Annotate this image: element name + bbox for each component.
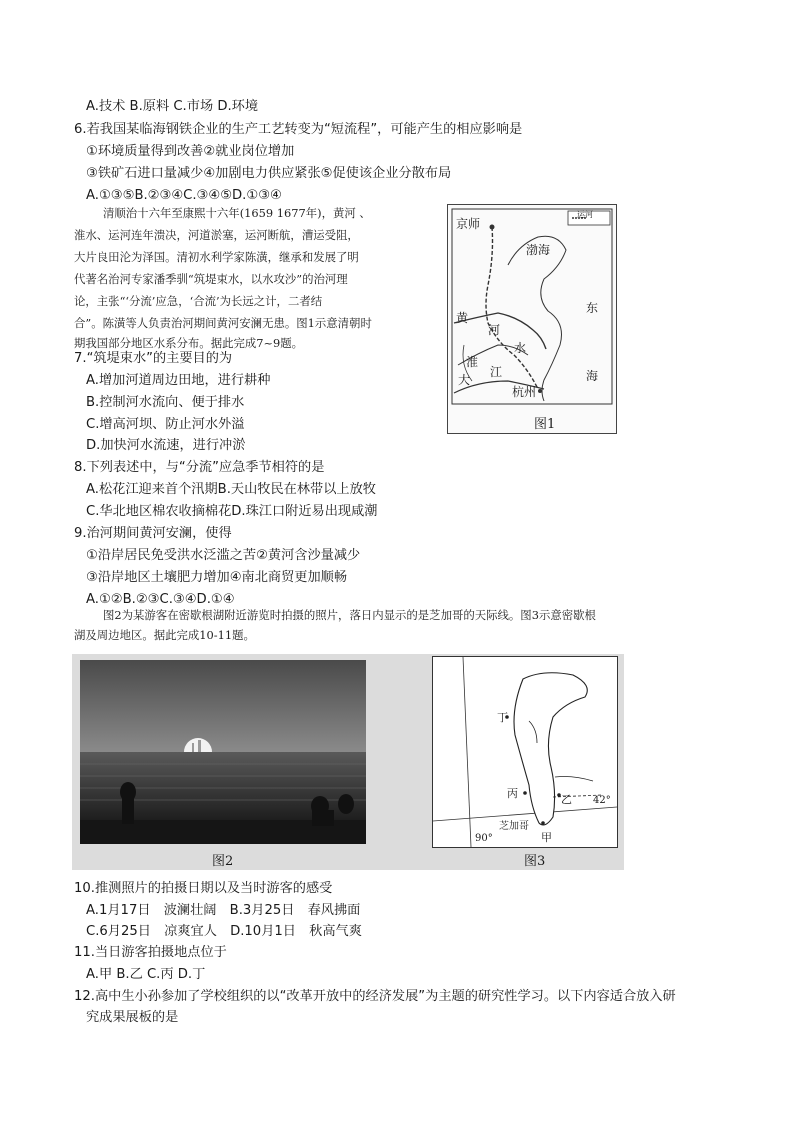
- fig3-label-lat: 42°: [593, 795, 611, 806]
- q9-item-line-2: ③沿岸地区土壤肥力增加④南北商贸更加顺畅: [86, 570, 348, 585]
- fig1-label-huang: 黄: [456, 311, 469, 325]
- fig1-label-jingshi: 京师: [456, 217, 481, 231]
- fig1-label-shui: 水: [514, 341, 527, 355]
- passage1-line-6: 合”。陈潢等人负责治河期间黄河安澜无患。图1示意清朝时: [74, 316, 372, 330]
- passage2-line-1: 图2为某游客在密歇根湖附近游览时拍摄的照片，落日内显示的是芝加哥的天际线。图3示意密歇根: [103, 608, 596, 622]
- passage1-line-5: 论，主张“‘分流’应急，‘合流’为长远之计，二者结: [74, 294, 323, 308]
- question-7: 7.“筑堤束水”的主要目的为: [74, 351, 233, 366]
- figure-2-drawing: [80, 660, 366, 844]
- q9-item-line-1: ①沿岸居民免受洪水泛滥之苦②黄河含沙量减少: [86, 548, 361, 563]
- passage1-line-1: 清顺治十六年至康熙十六年(1659 1677年)，黄河 、: [103, 206, 371, 220]
- q8-options-ab: A.松花江迎来首个汛期B.天山牧民在林带以上放牧: [86, 482, 376, 497]
- q10-options-ab: A.1月17日 波澜壮阔 B.3月25日 春风拂面: [86, 903, 361, 918]
- fig1-label-da: 大: [458, 373, 471, 387]
- fig1-label-dong: 东: [586, 301, 599, 315]
- question-12: 12.高中生小孙参加了学校组织的以“改革开放中的经济发展”为主题的研究性学习。以下内容适合放入研: [74, 989, 676, 1004]
- passage1-line-4: 代著名治河专家潘季驯“筑堤束水，以水攻沙”的治河理: [74, 272, 348, 286]
- question-11: 11.当日游客拍摄地点位于: [74, 945, 227, 960]
- question-12-cont: 究成果展板的是: [86, 1010, 179, 1025]
- q6-options: A.①③⑤B.②③④C.③④⑤D.①③④: [86, 188, 282, 203]
- question-6: 6.若我国某临海钢铁企业的生产工艺转变为“短流程”，可能产生的相应影响是: [74, 122, 523, 137]
- question-10: 10.推测照片的拍摄日期以及当时游客的感受: [74, 881, 333, 896]
- q7-option-d: D.加快河水流速，进行冲淤: [86, 438, 246, 453]
- question-9: 9.治河期间黄河安澜，使得: [74, 526, 232, 541]
- q11-options: A.甲 B.乙 C.丙 D.丁: [86, 967, 206, 982]
- figures-2-3-panel: [72, 654, 624, 870]
- fig3-label-chicago: 芝加哥: [499, 821, 529, 832]
- fig2-caption: 图2: [212, 854, 234, 869]
- fig3-label-lon: 90°: [475, 833, 493, 844]
- fig3-caption: 图3: [524, 854, 546, 869]
- fig1-label-hai: 海: [586, 369, 599, 383]
- fig3-label-jia: 甲: [541, 831, 552, 844]
- q9-options: A.①②B.②③C.③④D.①④: [86, 592, 235, 607]
- question-8: 8.下列表述中，与“分流”应急季节相符的是: [74, 460, 325, 475]
- fig1-label-bohai: 渤海: [526, 243, 551, 257]
- passage1-line-2: 淮水、运河连年溃决，河道淤塞，运河断航，漕运受阻，: [74, 228, 359, 242]
- passage2-line-2: 湖及周边地区。据此完成10-11题。: [74, 628, 255, 642]
- q8-options-cd: C.华北地区棉农收摘棉花D.珠江口附近易出现咸潮: [86, 504, 378, 519]
- figure-2-photo: [80, 660, 366, 844]
- q6-item-line-1: ①环境质量得到改善②就业岗位增加: [86, 144, 295, 159]
- fig1-label-jiang: 江: [490, 365, 503, 379]
- fig1-legend-canal: 运河: [577, 210, 593, 219]
- q7-option-b: B.控制河水流向、便于排水: [86, 395, 245, 410]
- fig1-caption: 图1: [534, 417, 556, 432]
- q6-item-line-2: ③铁矿石进口量减少④加剧电力供应紧张⑤促使该企业分散布局: [86, 166, 452, 181]
- figure-1-map: [447, 204, 617, 434]
- passage1-line-3: 大片良田沦为泽国。清初水利学家陈潢，继承和发展了明: [74, 250, 359, 264]
- fig1-label-huai: 淮: [466, 355, 479, 369]
- q10-options-cd: C.6月25日 凉爽宜人 D.10月1日 秋高气爽: [86, 924, 362, 939]
- figure-3-map: [432, 656, 618, 848]
- passage1-line-7: 期我国部分地区水系分布。据此完成7~9题。: [74, 336, 304, 350]
- fig1-label-he: 河: [488, 323, 501, 337]
- fig3-label-yi: 乙: [561, 793, 572, 806]
- fig3-label-ding: 丁: [497, 711, 508, 724]
- fig3-label-bing: 丙: [507, 787, 518, 800]
- option-line-q5: A.技术 B.原料 C.市场 D.环境: [86, 99, 259, 114]
- fig1-label-hangzhou: 杭州: [512, 385, 537, 399]
- q7-option-a: A.增加河道周边田地，进行耕种: [86, 373, 271, 388]
- q7-option-c: C.增高河坝、防止河水外溢: [86, 417, 245, 432]
